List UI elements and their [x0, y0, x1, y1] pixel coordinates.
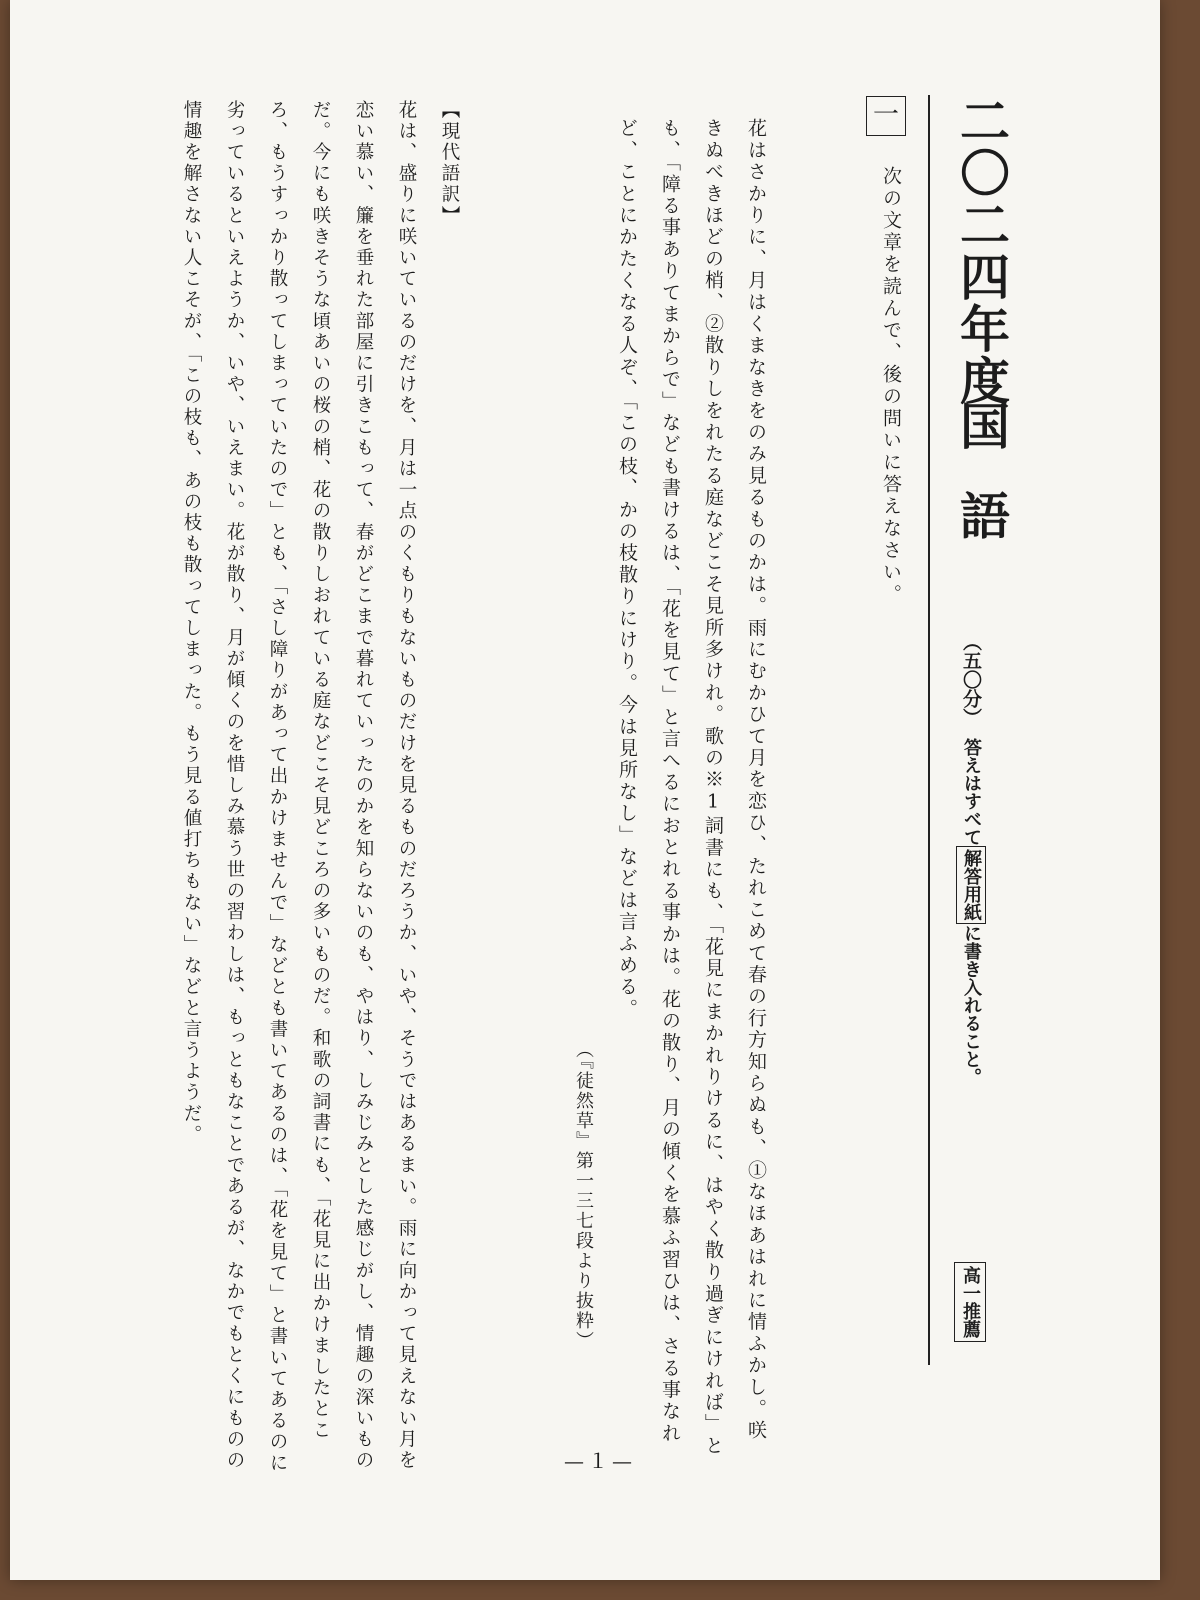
- modern-translation: [170, 100, 471, 1480]
- exam-page: [10, 0, 1160, 1580]
- instruction-prefix: 答えはすべて: [961, 738, 982, 846]
- source-citation: （『徒然草』第一三七段より抜粋）: [573, 1040, 594, 1351]
- time-limit: （五〇分）: [960, 632, 982, 727]
- page-number: —１—: [564, 1449, 636, 1473]
- answer-instructions: [956, 738, 986, 1086]
- translation-heading: 【現代語訳】: [439, 100, 460, 227]
- answer-sheet-label: 解答用紙: [956, 846, 986, 924]
- exam-title: 二〇二四年度: [952, 95, 1011, 407]
- instruction-suffix: に書き入れること。: [961, 924, 982, 1086]
- grade-badge: 高一推薦: [954, 1262, 986, 1342]
- question-number-box: 一: [866, 96, 906, 136]
- translation-text: 花は、盛りに咲いているのだけを、月は一点のくもりもないものだけを見るものだろうか、いや、そうではあるまい。雨に向かって見えない月を恋い慕い、簾を垂れた部屋に引きこもって、春がどこまで暮れていったのかを知らないのも、やはり、しみじみとした感じがし、情趣の深いものだ。今にも咲きそうな頃あいの桜の梢、花の散りしおれている庭などこそ見どころの多いものだ。和歌の詞書にも、「花見に出かけましたところ、もうすっかり散ってしまっていたので」とも、「さし障りがあって出かけませんで」などとも書いてあるのは、「花を見て」と書いてあるのに劣っているといえようか、いや、いえまい。花が散り、月が傾くのを惜しみ慕う世の習わしは、もっともなことであるが、なかでもとくにものの情趣を解さない人こそが、「この枝も、あの枝も散ってしまった。もう見る値打ちもない」などと言うようだ。: [181, 100, 417, 1475]
- header-divider: [928, 95, 930, 1365]
- exam-subject: 国語: [952, 400, 1011, 580]
- question-instruction: 次の文章を読んで、後の問いに答えなさい。: [880, 166, 902, 606]
- classical-passage: 花はさかりに、月はくまなきをのみ見るものかは。雨にむかひて月を恋ひ、たれこめて春の行方知らぬも、①なほあはれに情ふかし。咲きぬべきほどの梢、②散りしをれたる庭などこそ見所多けれ。歌の※1詞書にも、「花見にまかれりけるに、はやく散り過ぎにければ」とも、「障る事ありてまからで」なども書けるは、「花を見て」と言へるにおとれる事かは。花の散り、月の傾くを慕ふ習ひは、さる事なれど、ことにかたくなる人ぞ、「この枝、かの枝散りにけり。今は見所なし」などは言ふめる。: [616, 118, 767, 1457]
